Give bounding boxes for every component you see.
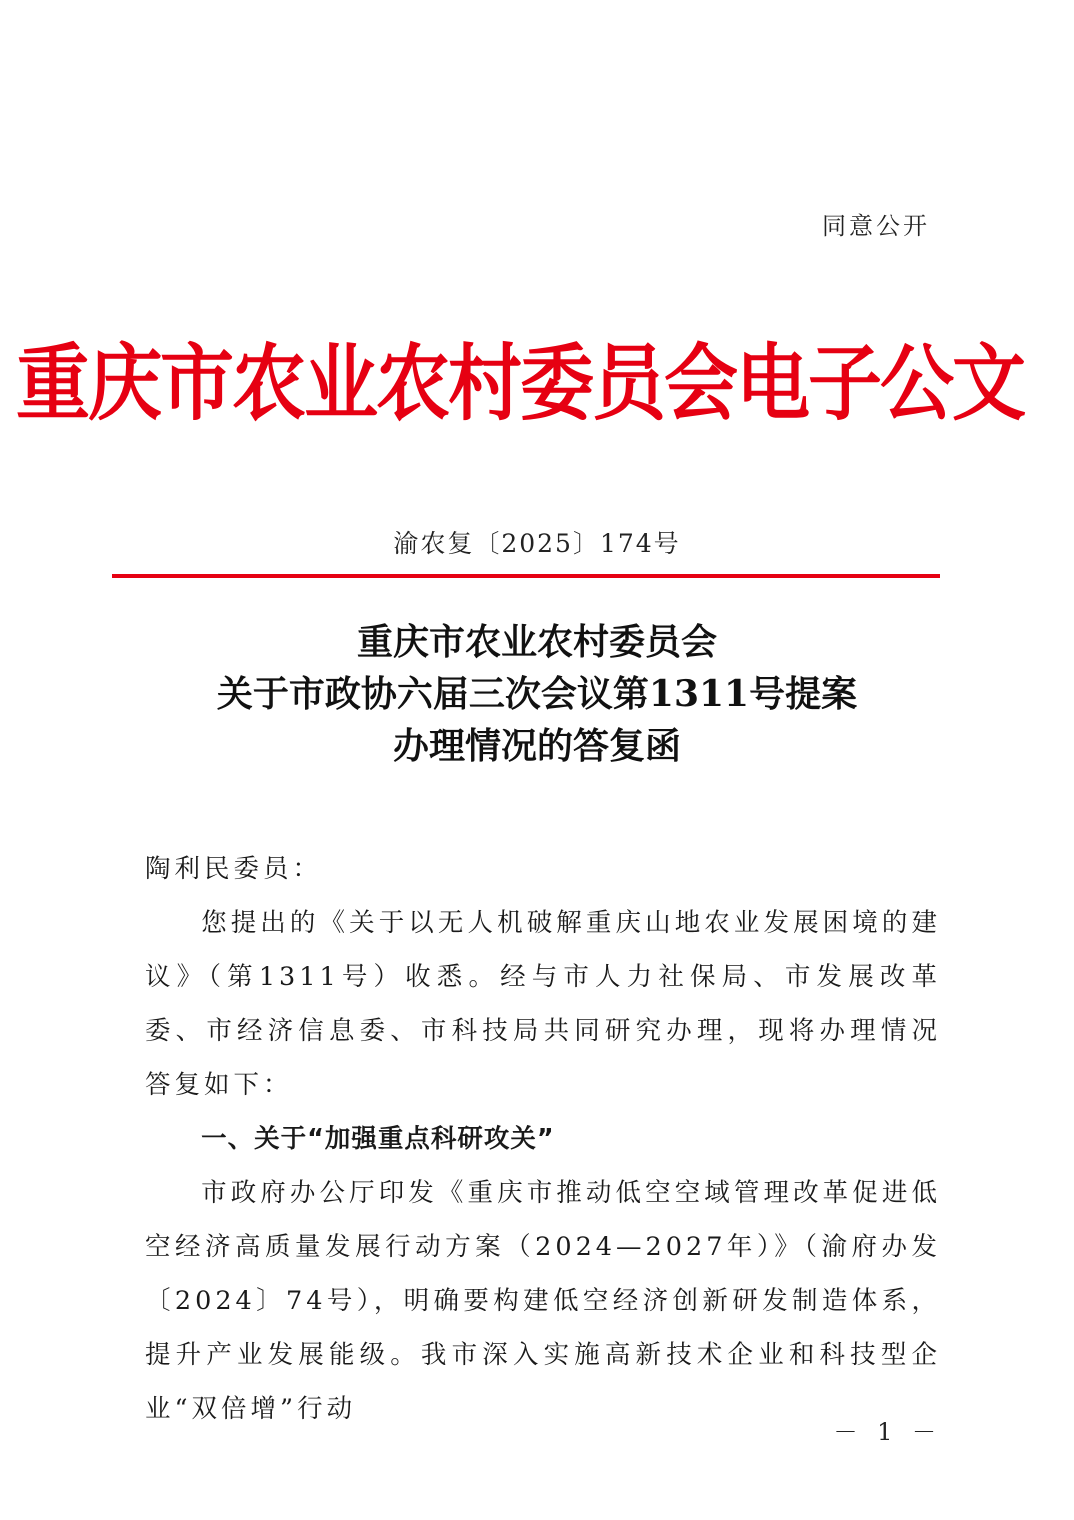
document-title [0, 616, 1074, 772]
red-divider [112, 574, 940, 578]
page-number: － 1 － [833, 1418, 942, 1446]
salutation: 陶利民委员： [145, 854, 323, 884]
document-number: 渝农复〔2025〕174号 [393, 529, 681, 558]
paragraph-section-1: 市政府办公厅印发《重庆市推动低空空域管理改革促进低空经济高质量发展行动方案（2024—2027年）》（渝府办发〔2024〕74号），明确要构建低空经济创新研发制造体系，提升产业发展能级。我市深入实施高新技术企业和科技型企业“双倍增”行动 [145, 1178, 941, 1424]
section-heading-1: 一、关于“加强重点科研攻关” [201, 1124, 555, 1154]
issuer-banner: 重庆市农业农村委员会电子公文 [16, 335, 1024, 433]
letter-body [145, 842, 941, 1436]
title-line-1: 重庆市农业农村委员会 [356, 621, 717, 663]
disclosure-note: 同意公开 [822, 212, 930, 240]
title-line-3: 办理情况的答复函 [392, 725, 681, 767]
title-line-2: 关于市政协六届三次会议第1311号提案 [216, 673, 858, 715]
paragraph-intro: 您提出的《关于以无人机破解重庆山地农业发展困境的建议》（第1311号）收悉。经与市人力社保局、市发展改革委、市经济信息委、市科技局共同研究办理，现将办理情况答复如下： [145, 908, 941, 1100]
